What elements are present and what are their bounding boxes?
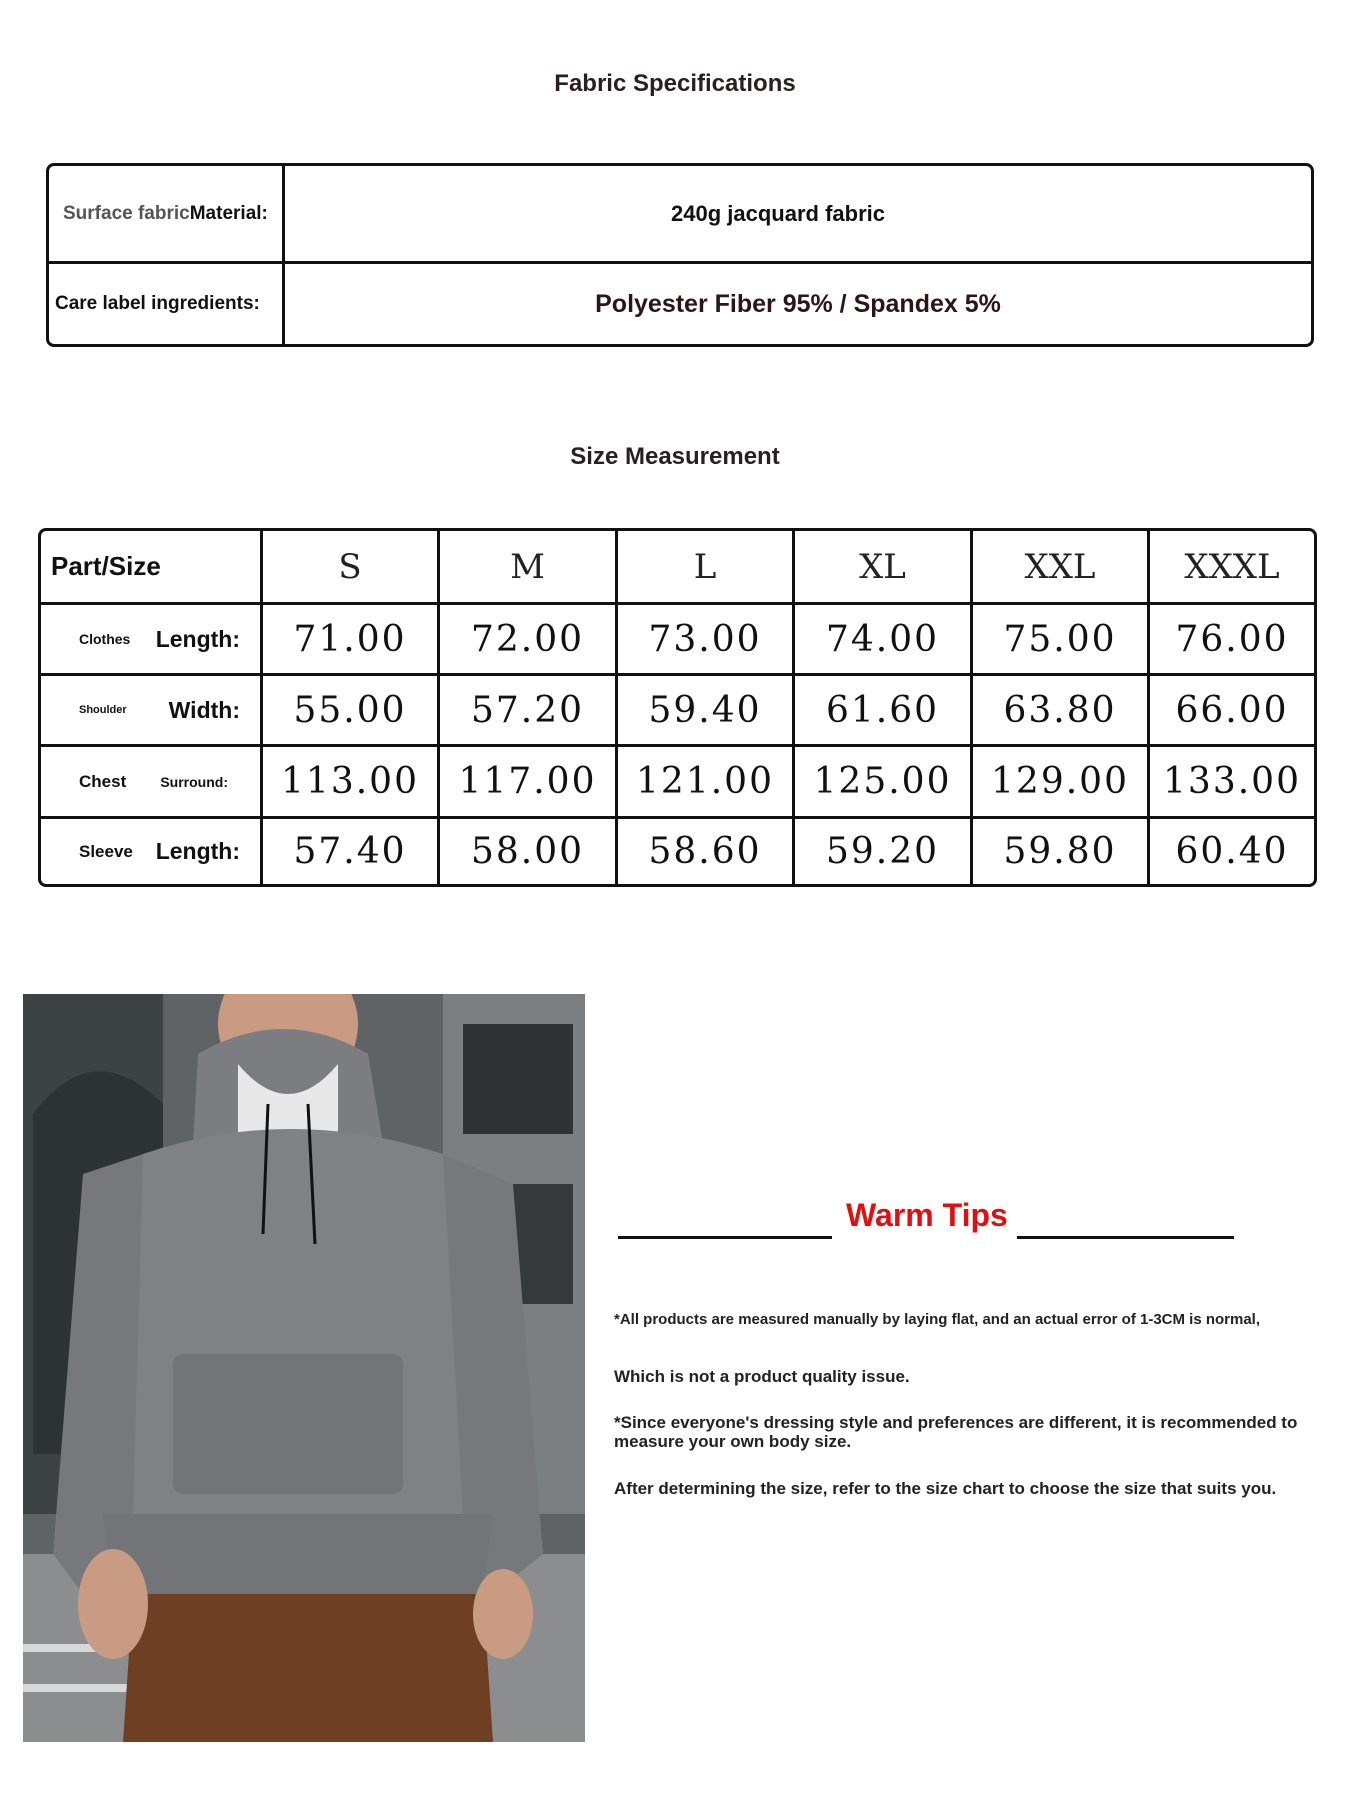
- size-header-xxl: XXL: [973, 531, 1150, 605]
- size-value-cell: 74.00: [795, 605, 973, 676]
- size-header-s: S: [263, 531, 440, 605]
- size-value-cell: 75.00: [973, 605, 1150, 676]
- size-value-cell: 61.60: [795, 676, 973, 747]
- row-label-big: Length:: [155, 625, 240, 652]
- size-value-cell: 55.00: [263, 676, 440, 747]
- size-value-cell: 59.80: [973, 819, 1150, 884]
- row-label-big: Length:: [155, 838, 240, 864]
- size-value-cell: 58.00: [440, 819, 618, 884]
- material-label: Material:: [189, 202, 268, 224]
- size-header-m: M: [440, 531, 618, 605]
- size-header-l: L: [618, 531, 795, 605]
- tips-divider-right: [1017, 1236, 1234, 1239]
- size-header-xxxl: XXXL: [1150, 531, 1314, 605]
- size-value-cell: 59.20: [795, 819, 973, 884]
- care-label-ingredients-value: Polyester Fiber 95% / Spandex 5%: [595, 289, 1001, 318]
- size-value-cell: 63.80: [973, 676, 1150, 747]
- size-value-cell: 72.00: [440, 605, 618, 676]
- size-value-cell: 60.40: [1175, 831, 1289, 872]
- size-value-cell: 125.00: [795, 747, 973, 819]
- row-label-small: Chest: [79, 771, 127, 791]
- size-value-cell: 57.40: [263, 819, 440, 884]
- material-value: 240g jacquard fabric: [671, 200, 885, 226]
- row-label: [41, 819, 263, 884]
- size-value-cell: 129.00: [973, 747, 1150, 819]
- row-label-small: Shoulder: [79, 704, 127, 716]
- tip-line: *Since everyone's dressing style and preferences are different, it is recommended to measure your own body size.: [614, 1413, 1298, 1451]
- size-value-cell: 121.00: [618, 747, 795, 819]
- row-label-small: Sleeve: [79, 841, 133, 861]
- size-header-xl: XL: [795, 531, 973, 605]
- row-label: [41, 605, 263, 676]
- size-measurement-title: Size Measurement: [570, 443, 780, 470]
- warm-tips-title: Warm Tips: [846, 1197, 1008, 1233]
- material-value-cell: [285, 166, 1311, 264]
- material-label-cell: [49, 166, 285, 264]
- size-value-cell: 76.00: [1150, 605, 1314, 676]
- row-label: [41, 747, 263, 819]
- row-label-small: Clothes: [79, 631, 131, 647]
- size-value-cell: 113.00: [263, 747, 440, 819]
- size-value-cell: 71.00: [263, 605, 440, 676]
- row-label-big: Width:: [168, 696, 240, 723]
- size-value-cell: 133.00: [1150, 747, 1314, 819]
- size-value-cell: 117.00: [440, 747, 618, 819]
- size-value-cell: 66.00: [1150, 676, 1314, 747]
- tip-line: After determining the size, refer to the size chart to choose the size that suits you.: [614, 1479, 1277, 1498]
- tips-divider-left: [618, 1236, 832, 1239]
- size-value-cell: 59.40: [618, 676, 795, 747]
- tip-line: Which is not a product quality issue.: [614, 1367, 910, 1386]
- surface-fabric-label: Surface fabric: [63, 202, 190, 224]
- care-value-cell: [285, 264, 1311, 344]
- size-value-cell: 58.60: [618, 819, 795, 884]
- hoodie-model-photo: [23, 994, 585, 1742]
- size-table: [38, 528, 1317, 887]
- size-value-cell: 57.20: [440, 676, 618, 747]
- care-label-cell: [49, 264, 285, 344]
- fabric-specifications-title: Fabric Specifications: [554, 70, 796, 97]
- tip-line: *All products are measured manually by laying flat, and an actual error of 1-3CM is normal,: [614, 1311, 1261, 1328]
- fabric-table: [46, 163, 1314, 347]
- part-size-header: Part/Size: [41, 531, 263, 605]
- size-value-cell: 73.00: [618, 605, 795, 676]
- row-label-big: Surround:: [160, 773, 228, 790]
- care-label-ingredients-label: Care label ingredients:: [55, 293, 260, 314]
- row-label: [41, 676, 263, 747]
